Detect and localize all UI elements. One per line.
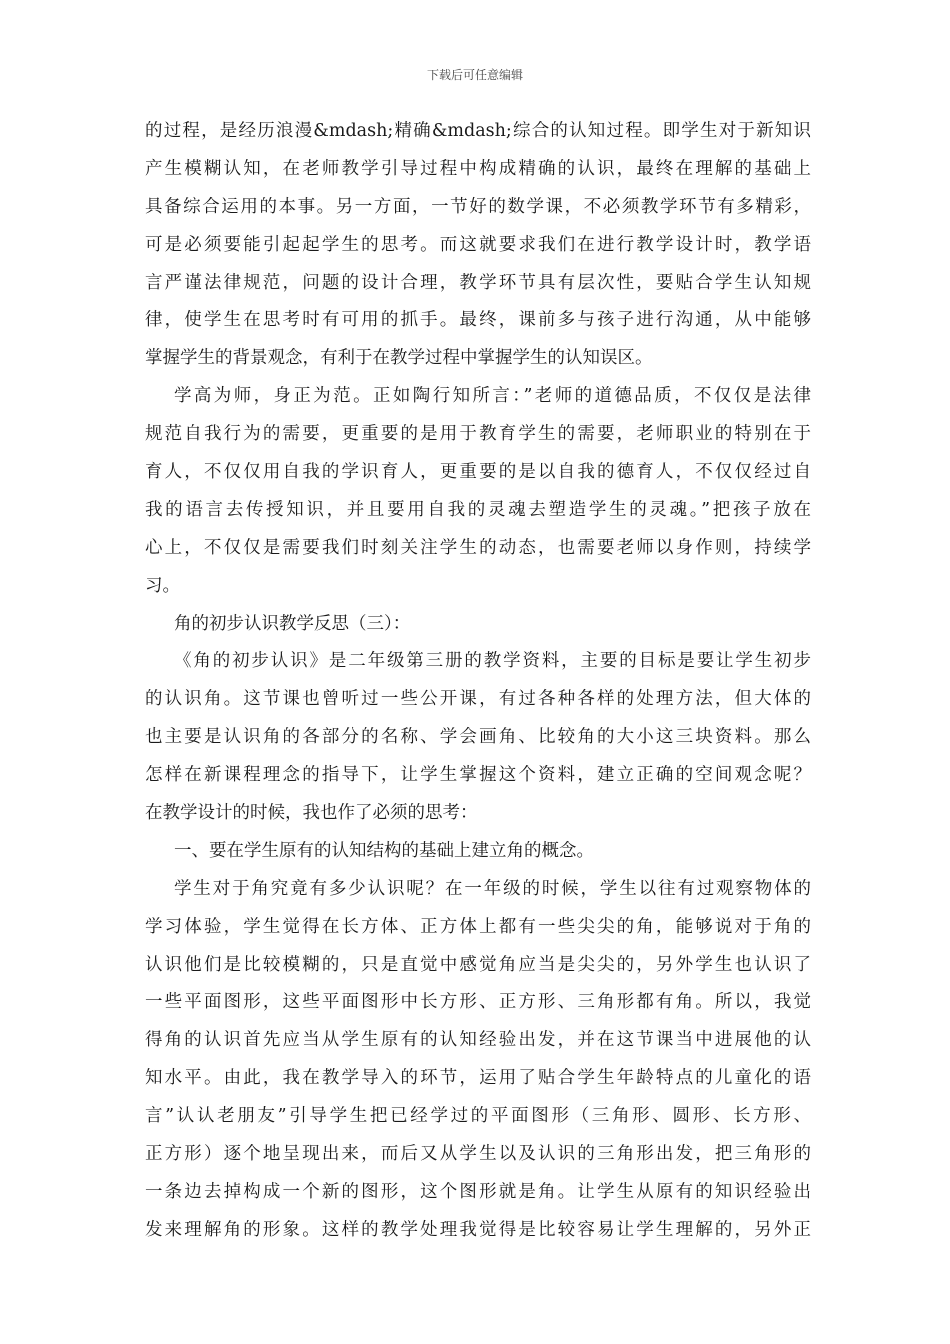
text-line: 习。 [145,575,180,596]
section-heading [145,606,811,644]
text-line: 心上，不仅仅是需要我们时刻关注学生的动态，也需要老师以身作则，持续学 [145,537,811,558]
text-line: 也主要是认识角的各部分的名称、学会画角、比较角的大小这三块资料。那么 [145,727,811,748]
text-line: 怎样在新课程理念的指导下，让学生掌握这个资料，建立正确的空间观念呢？ [145,765,811,786]
text-line: 学习体验，学生觉得在长方体、正方体上都有一些尖尖的角，能够说对于角的 [145,916,811,937]
text-line: 发来理解角的形象。这样的教学处理我觉得是比较容易让学生理解的，另外正 [145,1219,811,1240]
body-text [145,113,811,1250]
paragraph-2 [145,378,811,605]
paragraph-3 [145,643,811,832]
text-line: 一些平面图形，这些平面图形中长方形、正方形、三角形都有角。所以，我觉 [145,992,811,1013]
text-line: 具备综合运用的本事。另一方面，一节好的数学课，不必须教学环节有多精彩， [145,196,811,217]
text-line: 学生对于角究竟有多少认识呢？在一年级的时候，学生以往有过观察物体的 [174,878,811,899]
paragraph-1 [145,113,811,378]
text-line: 知水平。由此，我在教学导入的环节，运用了贴合学生年龄特点的儿童化的语 [145,1068,811,1089]
text-line: 一、要在学生原有的认知结构的基础上建立角的概念。 [174,840,594,861]
heading-text: 角的初步认识教学反思（三）： [174,613,411,634]
text-line: 律，使学生在思考时有可用的抓手。最终，课前多与孩子进行沟通，从中能够 [145,310,811,331]
text-line: 言严谨法律规范，问题的设计合理，教学环节具有层次性，要贴合学生认知规 [145,272,811,293]
text-line: 言”认认老朋友”引导学生把已经学过的平面图形（三角形、圆形、长方形、 [145,1106,811,1127]
text-line: 正方形）逐个地呈现出来，而后又从学生以及认识的三角形出发，把三角形的 [145,1144,811,1165]
text-line: 得角的认识首先应当从学生原有的认知经验出发，并在这节课当中进展他的认 [145,1030,811,1051]
text-line: 可是必须要能引起起学生的思考。而这就要求我们在进行教学设计时，教学语 [145,234,811,255]
text-line: 《角的初步认识》是二年级第三册的教学资料，主要的目标是要让学生初步 [174,651,811,672]
paragraph-5 [145,871,811,1250]
text-line: 认识他们是比较模糊的，只是直觉中感觉角应当是尖尖的，另外学生也认识了 [145,954,811,975]
text-line: 掌握学生的背景观念，有利于在教学过程中掌握学生的认知误区。 [145,348,653,369]
paragraph-4 [145,833,811,871]
text-line: 产生模糊认知，在老师教学引导过程中构成精确的认识，最终在理解的基础上 [145,158,811,179]
text-line: 在教学设计的时候，我也作了必须的思考： [145,803,478,824]
text-line: 一条边去掉构成一个新的图形，这个图形就是角。让学生从原有的知识经验出 [145,1181,811,1202]
page-header: 下载后可任意编辑 [426,68,523,82]
text-line: 的过程，是经历浪漫&mdash;精确&mdash;综合的认知过程。即学生对于新知识 [145,121,811,141]
text-line: 育人，不仅仅用自我的学识育人，更重要的是以自我的德育人，不仅仅经过自 [145,462,811,483]
text-line: 的认识角。这节课也曾听过一些公开课，有过各种各样的处理方法，但大体的 [145,689,811,710]
text-line: 学高为师，身正为范。正如陶行知所言：”老师的道德品质，不仅仅是法律 [174,386,811,407]
text-line: 规范自我行为的需要，更重要的是用于教育学生的需要，老师职业的特别在于 [145,424,811,445]
text-line: 我的语言去传授知识，并且要用自我的灵魂去塑造学生的灵魂。”把孩子放在 [145,499,811,520]
